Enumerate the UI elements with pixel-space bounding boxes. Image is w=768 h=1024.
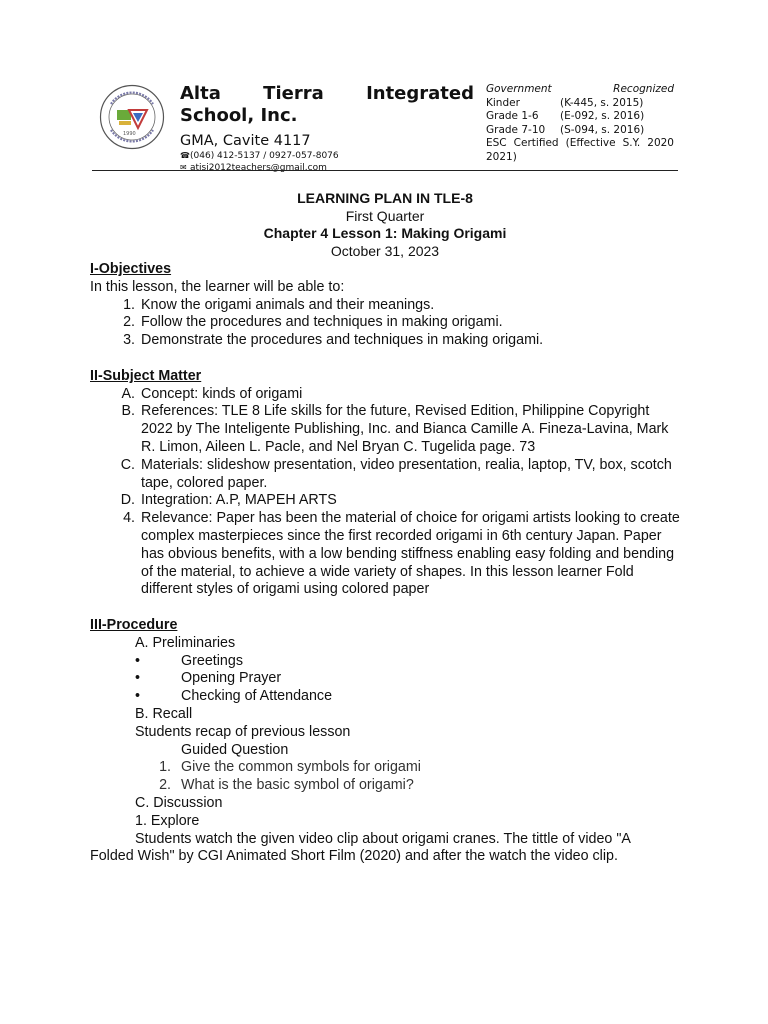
question-item [90, 759, 682, 777]
recognition-title-right: Recognized [613, 83, 674, 95]
question-text: Give the common symbols for origami [181, 759, 421, 776]
svg-text:1990: 1990 [123, 131, 136, 137]
bullet-mark: • [135, 688, 141, 705]
plan-body [90, 261, 682, 866]
subject-matter-list [90, 386, 682, 600]
phone-icon: ☎ [180, 151, 190, 160]
recognition-label: Kinder [486, 96, 520, 109]
list-number: 1. [123, 296, 135, 313]
question-number: 1. [159, 759, 171, 776]
plan-title-block [92, 190, 678, 260]
recall-text: Students recap of previous lesson [135, 723, 351, 740]
recognition-row [486, 97, 674, 111]
list-item [90, 492, 682, 510]
recognition-row [486, 110, 674, 124]
list-text: Materials: slideshow presentation, video presentation, realia, laptop, TV, box, scotch tape, colored paper. [141, 456, 672, 491]
plan-title: LEARNING PLAN IN TLE-8 [297, 190, 473, 206]
bullet-text: Checking of Attendance [181, 688, 333, 705]
recognition-title-left: Government [486, 83, 552, 95]
school-info [180, 83, 474, 174]
list-item [90, 403, 682, 456]
list-letter: 4. [123, 510, 135, 527]
bullet-item [90, 670, 682, 688]
subject-matter-heading: II-Subject Matter [90, 367, 202, 384]
list-text: Demonstrate the procedures and techniques in making origami. [141, 332, 544, 349]
list-letter: D. [120, 492, 135, 509]
discussion-heading: C. Discussion [135, 794, 223, 811]
bullet-mark: • [135, 670, 141, 687]
plan-lesson: Chapter 4 Lesson 1: Making Origami [263, 225, 507, 242]
bullet-text: Greetings [181, 652, 243, 669]
school-seal-logo [99, 84, 165, 150]
recognition-value: (S-094, s. 2016) [560, 123, 645, 136]
recognition-label: Grade 7-10 [486, 123, 546, 136]
list-text: Know the origami animals and their meanings. [141, 296, 435, 313]
objectives-heading: I-Objectives [90, 261, 172, 277]
list-text: References: TLE 8 Life skills for the future, Revised Edition, Philippine Copyright 2022 by The Inteligente Publishing, Inc. and Bianca Camille A. Fineza-Lavina, Mark R. Limon, Aileen L. Pacle, and Nel Bryan C. Tugelida page. 73 [141, 403, 669, 455]
esc-certification: ESC Certified (Effective S.Y. 2020 2021) [486, 137, 674, 163]
email-icon: ✉ [180, 163, 187, 172]
objectives-intro: In this lesson, the learner will be able to: [90, 278, 345, 295]
list-item [90, 510, 682, 599]
bullet-item [90, 653, 682, 671]
list-text: Concept: kinds of origami [141, 385, 303, 402]
recognition-row [486, 124, 674, 138]
list-text: Relevance: Paper has been the material of choice for origami artists looking to create complex masterpieces since the first recorded origami in 6th century Japan. Paper has obvious benefits, with a low bending stiffness enabling easy folding and bending of the material, to achieve a wide variety of shapes. In this lesson learner Fold different styles of origami using colored paper [141, 510, 680, 598]
question-text: What is the basic symbol of origami? [181, 777, 414, 794]
list-item [90, 314, 682, 332]
list-letter: A. [121, 385, 135, 402]
list-item [90, 332, 682, 350]
guided-question-heading: Guided Question [181, 741, 289, 758]
question-item [90, 777, 682, 795]
procedure-heading: III-Procedure [90, 616, 178, 633]
plan-quarter: First Quarter [345, 207, 425, 224]
explore-text-line-1: Students watch the given video clip about origami cranes. The tittle of video "A [135, 830, 631, 847]
list-text: Follow the procedures and techniques in making origami. [141, 314, 503, 331]
school-email [180, 162, 474, 174]
bullet-item [90, 688, 682, 706]
list-letter: C. [120, 456, 135, 473]
header-divider [92, 170, 678, 171]
list-text: Integration: A.P, MAPEH ARTS [141, 492, 337, 509]
question-number: 2. [159, 777, 171, 794]
list-item [90, 386, 682, 404]
list-item [90, 297, 682, 315]
email-address: atisi2012teachers@gmail.com [190, 163, 327, 173]
explore-text-line-2: Folded Wish" by CGI Animated Short Film (2020) and after the watch the video clip. [90, 848, 618, 865]
list-letter: B. [121, 403, 135, 420]
list-number: 2. [123, 314, 135, 331]
bullet-text: Opening Prayer [181, 670, 282, 687]
recognition-block [486, 83, 674, 165]
recall-heading: B. Recall [135, 705, 193, 722]
preliminaries-heading: A. Preliminaries [135, 634, 236, 651]
list-number: 3. [123, 332, 135, 349]
school-phone [180, 150, 474, 162]
recognition-value: (K-445, s. 2015) [560, 96, 644, 109]
recognition-label: Grade 1-6 [486, 110, 539, 123]
objectives-list [90, 297, 682, 350]
recognition-value: (E-092, s. 2016) [560, 110, 645, 123]
phone-number: (046) 412-5137 / 0927-057-8076 [190, 151, 339, 161]
school-address: GMA, Cavite 4117 [180, 133, 311, 149]
recognition-title [486, 83, 674, 97]
list-item [90, 457, 682, 493]
school-name: Alta Tierra Integrated School, Inc. [180, 83, 474, 126]
bullet-mark: • [135, 652, 141, 669]
plan-date: October 31, 2023 [330, 242, 440, 259]
explore-heading: 1. Explore [135, 812, 200, 829]
